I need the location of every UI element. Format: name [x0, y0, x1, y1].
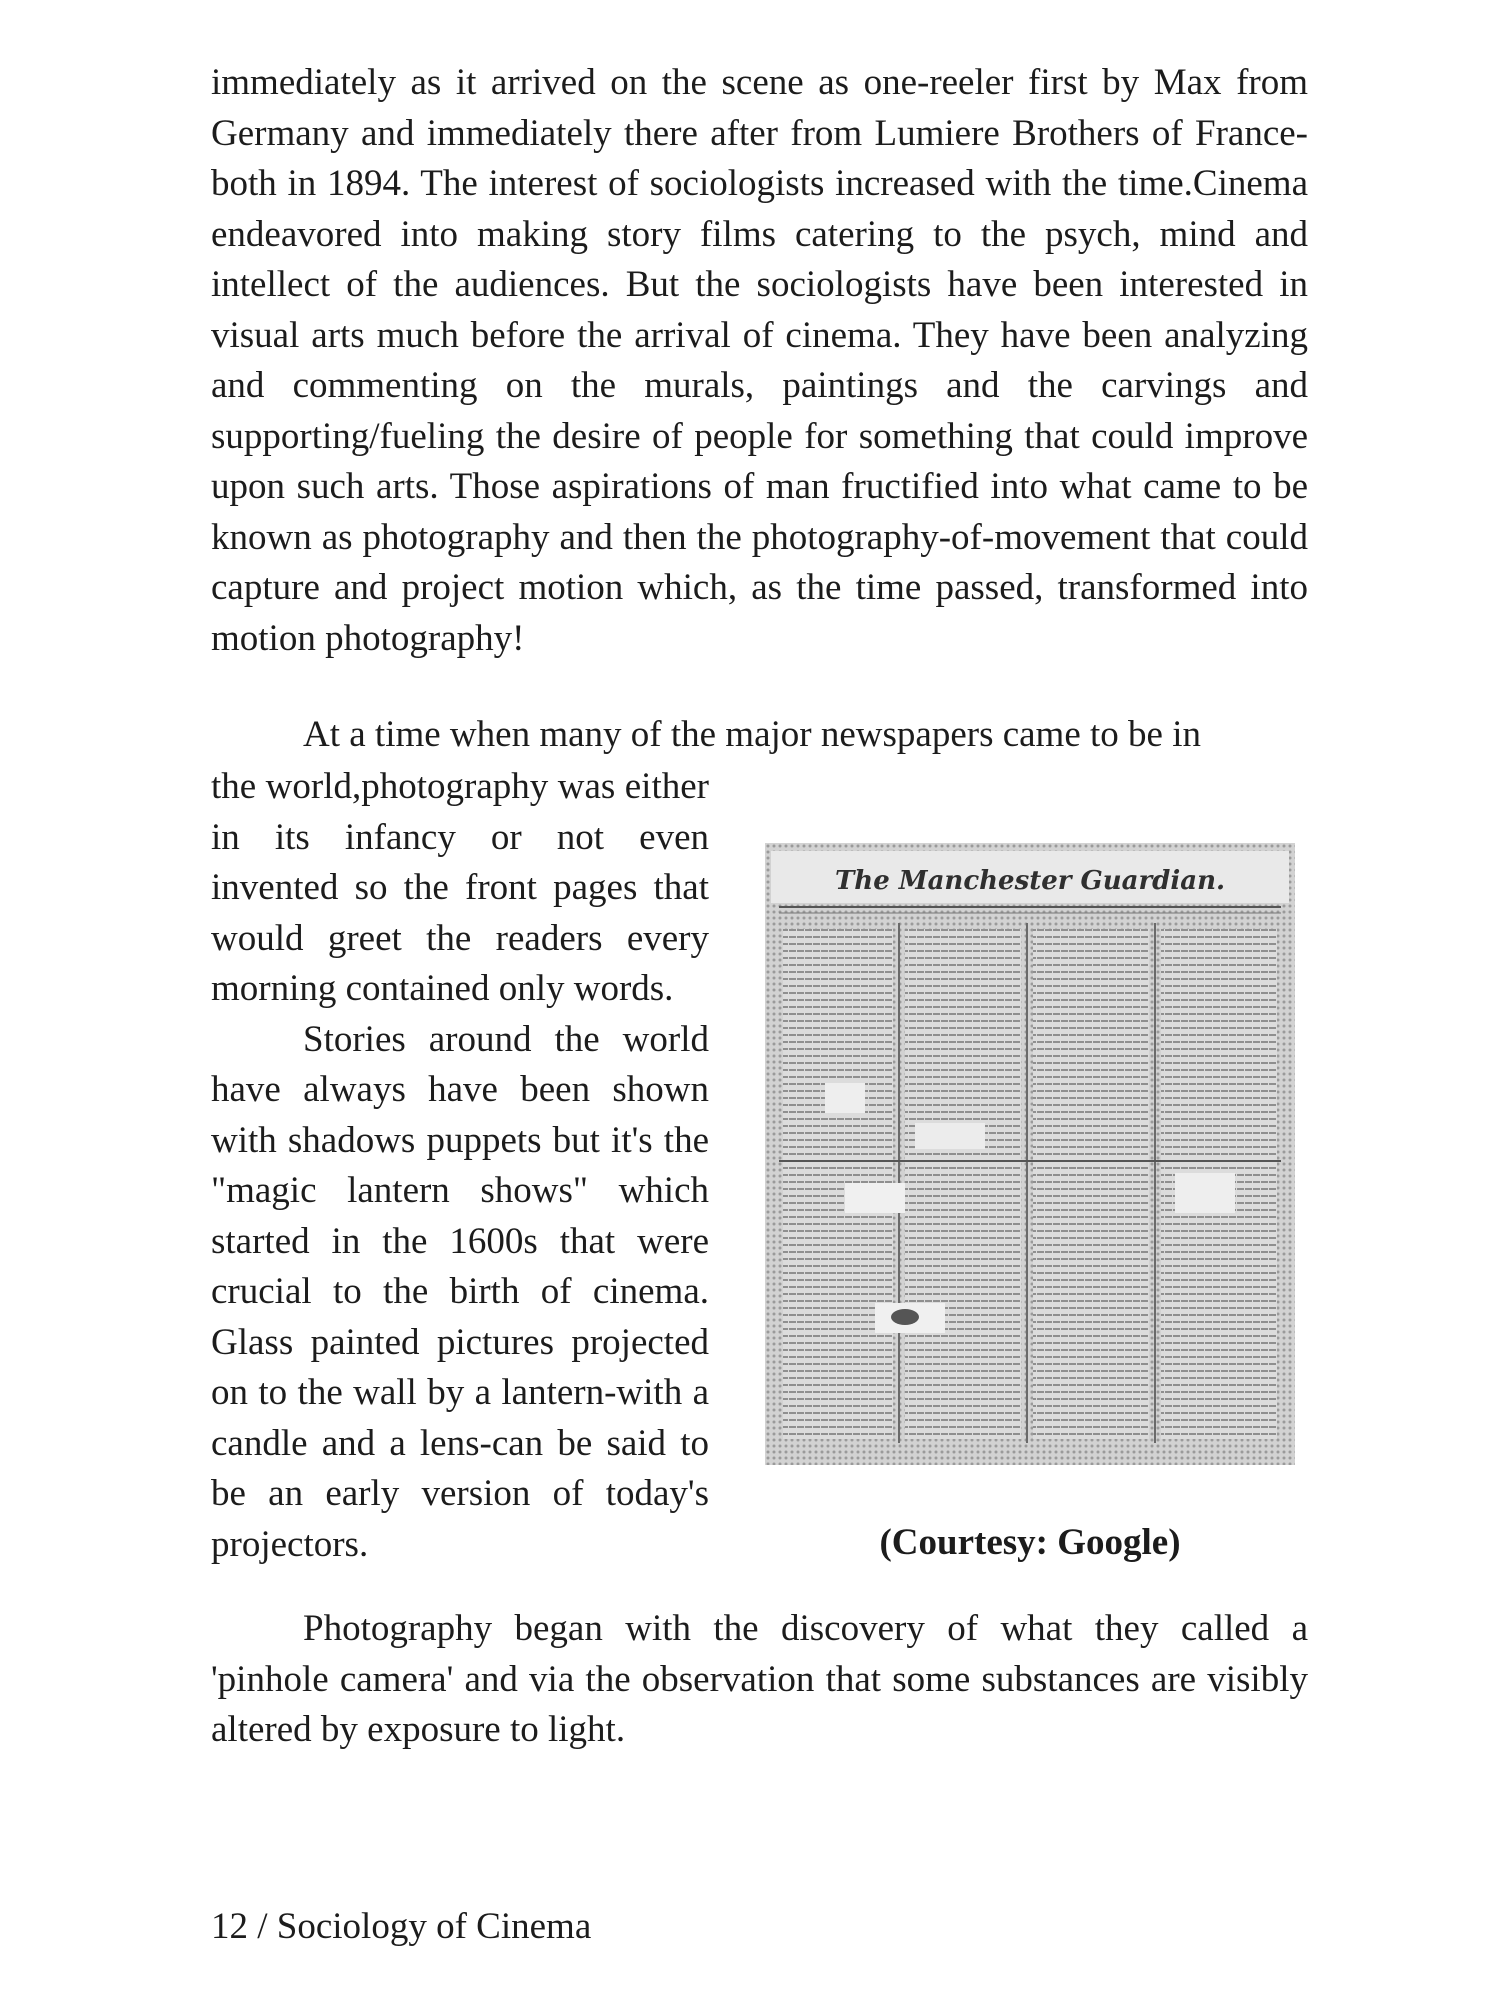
page-footer: 12 / Sociology of Cinema [211, 1906, 592, 1947]
figure-caption: (Courtesy: Google) [879, 1522, 1181, 1563]
body-paragraph-1 [211, 58, 1308, 664]
body-paragraph-3: Stories around the world have always have been shown with shadows puppets but it's the "magic lantern shows" which started in the 1600s that were crucial to the birth of cinema. Glass painted pictures projected on to the wall by a lantern-with a candle and a lens-can be said to be an early version of today's projectors. [211, 1018, 709, 1565]
body-paragraph-2-rest: the world,photography was either in its infancy or not even invented so the front pages that would greet the readers every morning contained only words. [211, 766, 709, 1009]
newspaper-masthead: The Manchester Guardian. [834, 866, 1226, 896]
paragraph-text: Photography began with the discovery of what they called a 'pinhole camera' and via the observation that some substances are visibly altered by exposure to light. [211, 1608, 1308, 1750]
body-paragraph-2-lead [211, 710, 1308, 761]
body-paragraph-4 [211, 1604, 1308, 1756]
wrapped-text-column [211, 762, 709, 1570]
newspaper-image [765, 843, 1295, 1465]
paragraph-text: immediately as it arrived on the scene as one-reeler first by Max from Germany and immediately there after from Lumiere Brothers of France-both in 1894. The interest of sociologists increased with the time.Cinema endeavored into making story films catering to the psych, mind and intellect of the audiences. But the sociologists have been interested in visual arts much before the arrival of cinema. They have been analyzing and commenting on the murals, paintings and the carvings and supporting/fueling the desire of people for something that could improve upon such arts. Those aspirations of man fructified into what came to be known as photography and then the photography-of-movement that could capture and project motion which, as the time passed, transformed into motion photography! [211, 62, 1308, 659]
paragraph-text: At a time when many of the major newspapers came to be in [303, 714, 1201, 755]
newspaper-illustration [765, 843, 1295, 1465]
